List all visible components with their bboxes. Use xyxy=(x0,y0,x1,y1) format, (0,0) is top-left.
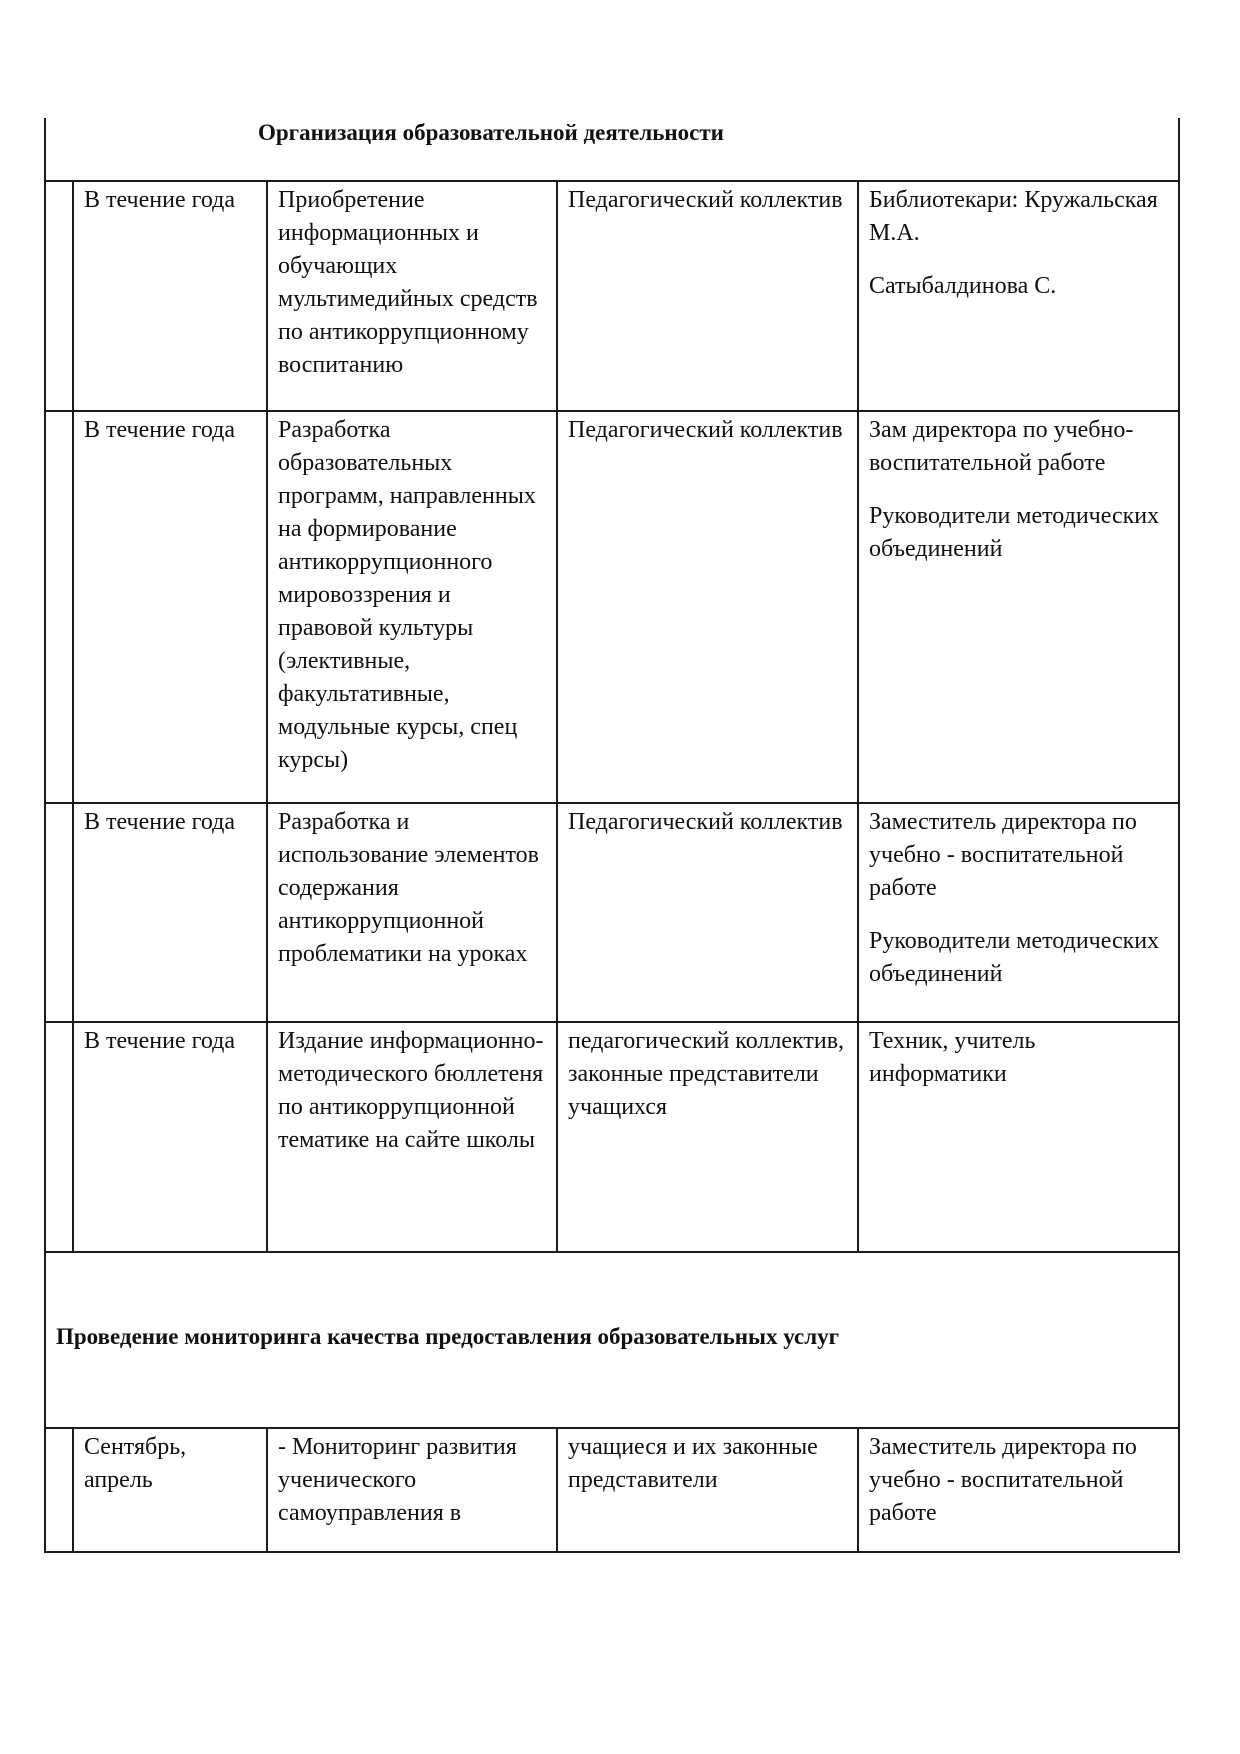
responsible-cell xyxy=(858,803,1179,1022)
number-cell xyxy=(45,411,73,803)
activity-cell: Разработка образовательных программ, направленных на формирование антикоррупционного мировоззрения и правовой культуры (элективные, факультативные, модульные курсы, спец курсы) xyxy=(267,411,557,803)
table-row xyxy=(45,803,1179,1022)
section-title: Проведение мониторинга качества предоставления образовательных услуг xyxy=(45,1252,1179,1428)
responsible-cell xyxy=(858,1428,1179,1552)
action-plan-table xyxy=(44,118,1180,1553)
activity-cell: - Мониторинг развития ученического самоуправления в xyxy=(267,1428,557,1552)
number-cell xyxy=(45,1022,73,1252)
responsible-line: Зам директора по учебно-воспитательной работе xyxy=(869,417,1134,476)
number-cell xyxy=(45,181,73,411)
period-cell: В течение года xyxy=(73,181,267,411)
responsible-line: Заместитель директора по учебно - воспитательной работе xyxy=(869,809,1137,901)
responsible-cell xyxy=(858,411,1179,803)
activity-cell: Издание информационно-методического бюллетеня по антикоррупционной тематике на сайте школы xyxy=(267,1022,557,1252)
responsible-cell xyxy=(858,1022,1179,1252)
responsible-line: Руководители методических объединений xyxy=(869,503,1160,562)
number-cell xyxy=(45,1428,73,1552)
responsible-line: Сатыбалдинова С. xyxy=(869,273,1057,299)
table-row xyxy=(45,181,1179,411)
period-cell: В течение года xyxy=(73,803,267,1022)
participants-cell: учащиеся и их законные представители xyxy=(557,1428,858,1552)
section-header xyxy=(45,1252,1179,1428)
period-cell: В течение года xyxy=(73,411,267,803)
table-row xyxy=(45,1428,1179,1552)
participants-cell: педагогический коллектив, законные представители учащихся xyxy=(557,1022,858,1252)
responsible-line: Заместитель директора по учебно - воспитательной работе xyxy=(869,1434,1137,1526)
table-row xyxy=(45,411,1179,803)
period-cell: В течение года xyxy=(73,1022,267,1252)
participants-cell: Педагогический коллектив xyxy=(557,181,858,411)
section-title: Организация образовательной деятельности xyxy=(258,120,724,145)
participants-cell: Педагогический коллектив xyxy=(557,803,858,1022)
activity-cell: Приобретение информационных и обучающих мультимедийных средств по антикоррупционному воспитанию xyxy=(267,181,557,411)
responsible-line: Библиотекари: Кружальская М.А. xyxy=(869,187,1158,246)
responsible-cell xyxy=(858,181,1179,411)
responsible-line: Руководители методических объединений xyxy=(869,928,1160,987)
table-row xyxy=(45,1022,1179,1252)
number-cell xyxy=(45,803,73,1022)
responsible-line: Техник, учитель информатики xyxy=(869,1028,1036,1087)
period-cell: Сентябрь, апрель xyxy=(73,1428,267,1552)
participants-cell: Педагогический коллектив xyxy=(557,411,858,803)
section-header xyxy=(45,118,1179,181)
activity-cell: Разработка и использование элементов содержания антикоррупционной проблематики на уроках xyxy=(267,803,557,1022)
